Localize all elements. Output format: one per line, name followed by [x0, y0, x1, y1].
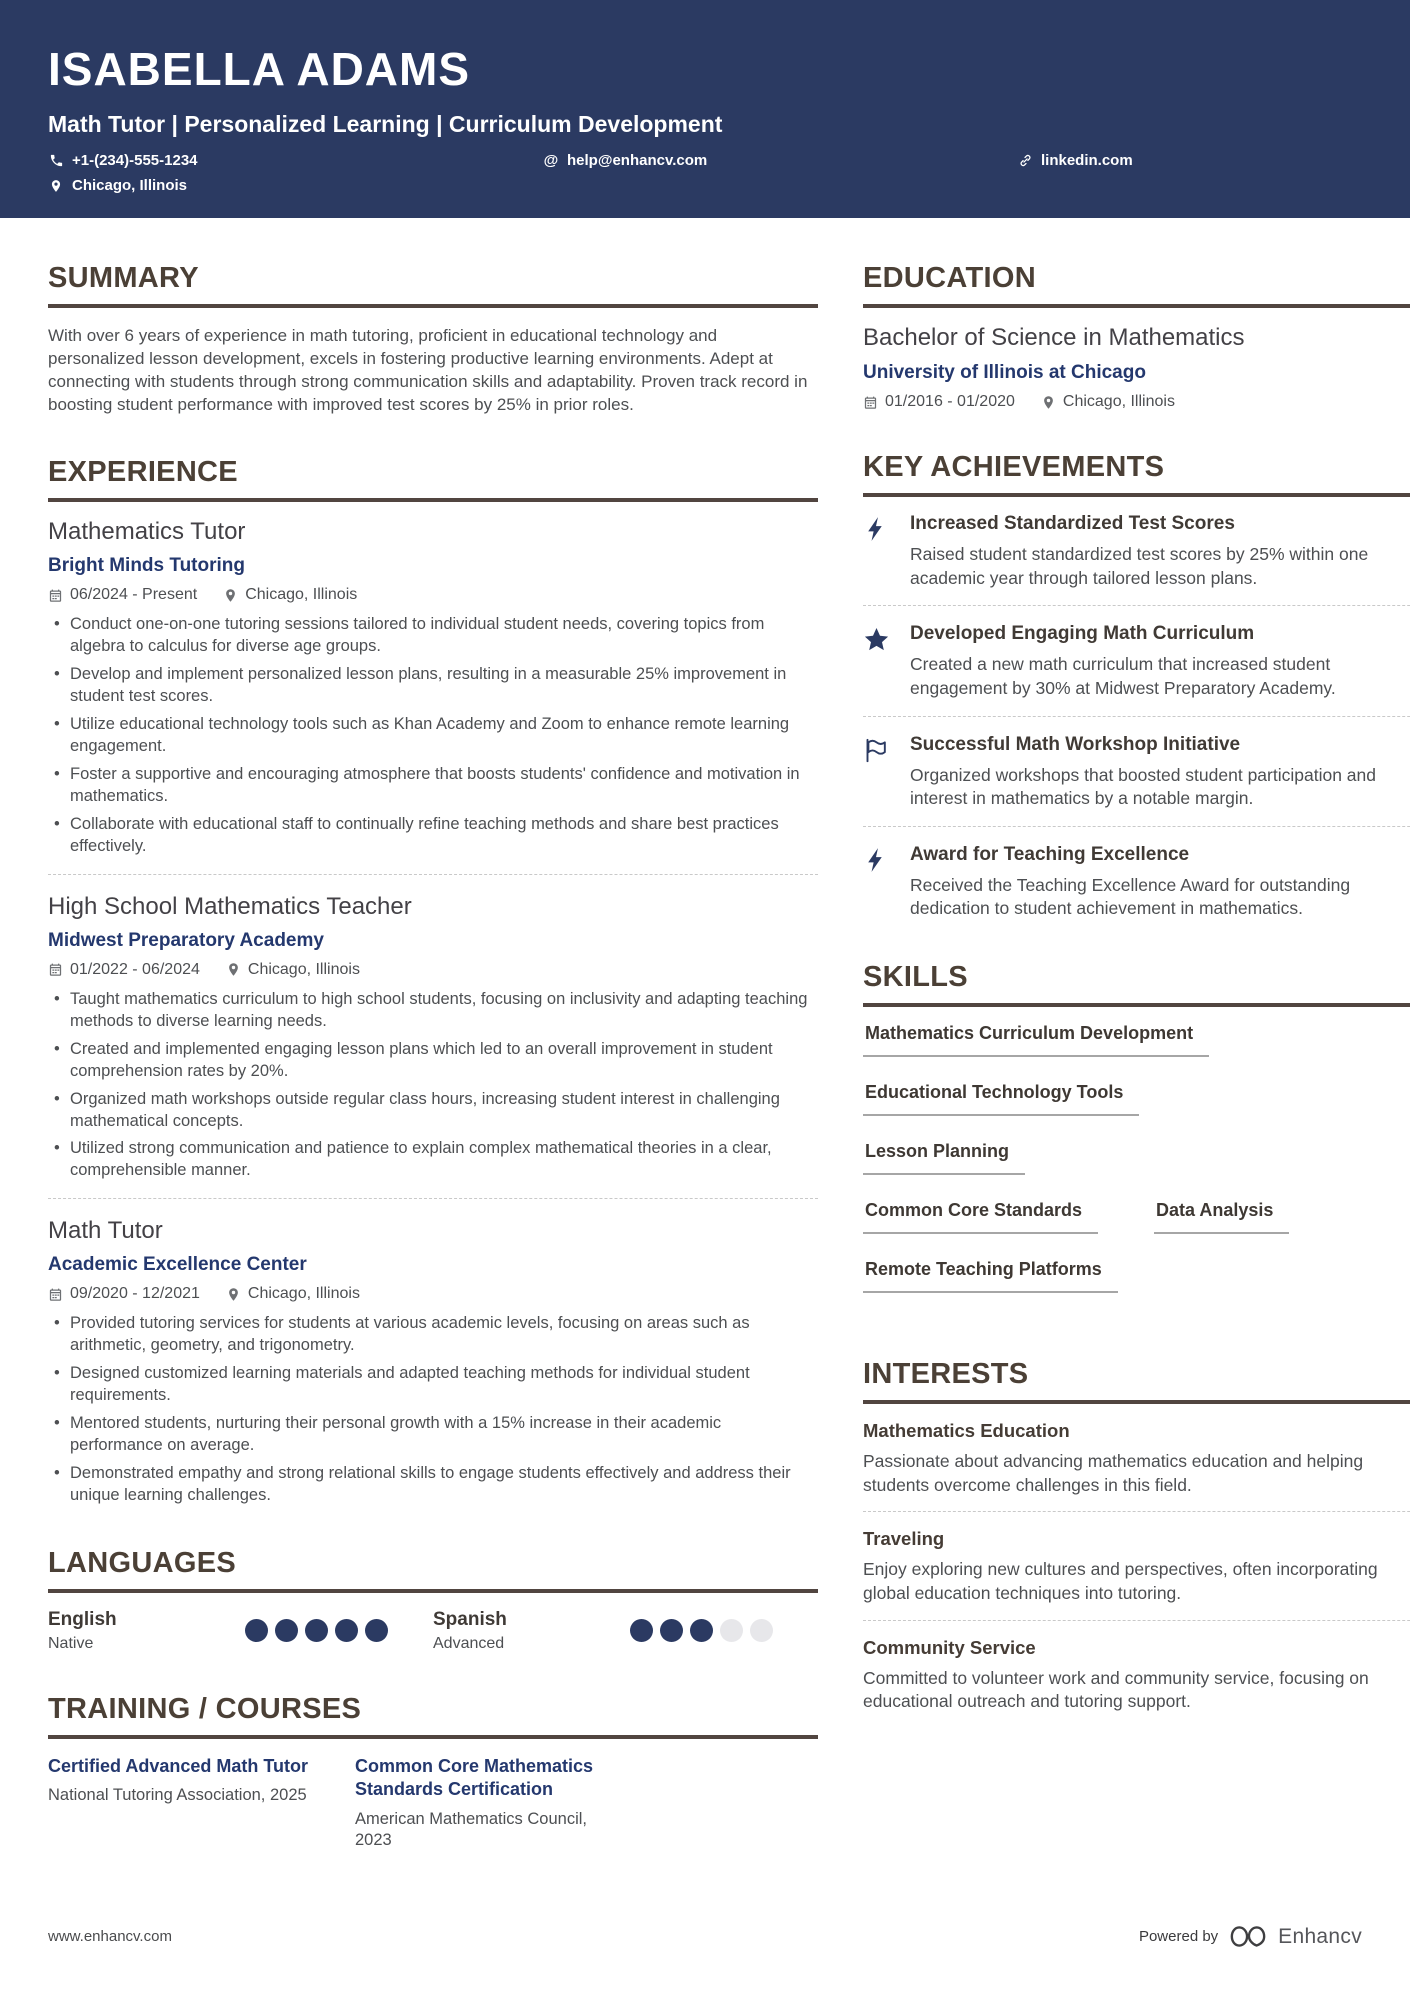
languages-row [48, 1609, 818, 1653]
interest-entry [863, 1528, 1410, 1605]
achievement-text: Received the Teaching Excellence Award for outstanding dedication to student achievement in mathematics. [910, 874, 1351, 919]
training-org: National Tutoring Association, 2025 [48, 1786, 307, 1805]
achievement-entry [863, 623, 1410, 700]
lightning-icon [863, 844, 910, 921]
calendar-icon [48, 962, 63, 977]
proficiency-dot [750, 1619, 773, 1642]
education-dates: 01/2016 - 01/2020 [885, 393, 1015, 410]
footer [48, 1924, 1362, 1949]
training-org: American Mathematics Council, 2023 [355, 1809, 587, 1850]
skill-item: Remote Teaching Platforms [863, 1259, 1118, 1293]
header [0, 0, 1410, 218]
achievement-divider [863, 716, 1410, 717]
proficiency-dot [720, 1619, 743, 1642]
bullet: • Taught mathematics curriculum to high school students, focusing on inclusivity and adapting teaching methods to diverse learning needs. [48, 989, 818, 1033]
headline: Math Tutor | Personalized Learning | Curriculum Development [48, 111, 723, 137]
at-icon: @ [543, 152, 559, 169]
email-address: help@enhancv.com [567, 152, 708, 169]
location-label: Chicago, Illinois [72, 177, 188, 194]
education-meta [863, 393, 1410, 411]
skills-section [863, 961, 1410, 1318]
contact-row-2 [48, 177, 1362, 194]
language-level: Native [48, 1634, 94, 1652]
job-bullets [48, 1313, 818, 1507]
calendar-icon [863, 395, 878, 410]
job-title: High School Mathematics Teacher [48, 892, 412, 920]
job-bullets [48, 614, 818, 857]
achievement-title: Increased Standardized Test Scores [910, 513, 1235, 534]
location-pin-icon [226, 1287, 241, 1302]
skill-item: Lesson Planning [863, 1141, 1025, 1175]
achievement-entry [863, 844, 1410, 921]
summary-text: With over 6 years of experience in math tutoring, proficient in educational technology and personalized lesson development, excels in fostering productive learning environments. Adept at connecting with students through strong communication skills and adaptability. Proven track record in boosting student performance with improved test scores by 25% in prior roles. [48, 326, 808, 415]
interest-divider [863, 1620, 1410, 1621]
company-name: Midwest Preparatory Academy [48, 929, 324, 951]
job-dates: 09/2020 - 12/2021 [70, 1285, 200, 1303]
degree: Bachelor of Science in Mathematics [863, 324, 1245, 351]
achievement-divider [863, 826, 1410, 827]
training-entry [355, 1755, 617, 1852]
job-entry [48, 518, 818, 857]
language-level: Advanced [433, 1634, 505, 1652]
star-icon [863, 623, 910, 700]
bullet: • Collaborate with educational staff to continually refine teaching methods and share best practices effectively. [48, 814, 818, 858]
training-section [48, 1693, 818, 1852]
powered-by [1139, 1924, 1362, 1949]
lightning-icon [863, 513, 910, 590]
location-contact [48, 177, 187, 194]
proficiency-dot [305, 1619, 328, 1642]
interest-entry [863, 1420, 1410, 1497]
job-dates: 01/2022 - 06/2024 [70, 960, 200, 978]
skill-item: Common Core Standards [863, 1200, 1098, 1234]
proficiency-dot [275, 1619, 298, 1642]
achievement-text: Raised student standardized test scores by 25% within one academic year through tailored lesson plans. [910, 544, 1369, 588]
interest-text: Passionate about advancing mathematics education and helping students overcome challenges in this field. [863, 1451, 1364, 1495]
achievement-text: Created a new math curriculum that increased student engagement by 30% at Midwest Preparatory Academy. [910, 654, 1336, 698]
language-name: Spanish [433, 1608, 507, 1630]
achievement-entry [863, 734, 1410, 811]
achievement-title: Successful Math Workshop Initiative [910, 733, 1241, 755]
person-name: ISABELLA ADAMS [48, 43, 471, 95]
language-proficiency-dots [630, 1619, 773, 1642]
location-pin-icon [223, 588, 238, 603]
achievements-section [863, 451, 1410, 921]
proficiency-dot [660, 1619, 683, 1642]
main-content [0, 262, 1410, 1891]
job-title: Math Tutor [48, 1217, 163, 1245]
training-row [48, 1755, 818, 1852]
achievement-entry [863, 513, 1410, 590]
job-entry [48, 893, 818, 1183]
proficiency-dot [245, 1619, 268, 1642]
interest-text: Enjoy exploring new cultures and perspectives, often incorporating global education techniques into tutoring. [863, 1559, 1378, 1603]
left-column [48, 262, 818, 1891]
education-heading: EDUCATION [863, 262, 1410, 308]
bullet: • Organized math workshops outside regular class hours, increasing student interest in challenging mathematical concepts. [48, 1089, 818, 1133]
company-name: Academic Excellence Center [48, 1254, 307, 1276]
interest-entry [863, 1637, 1410, 1714]
achievement-title: Developed Engaging Math Curriculum [910, 623, 1255, 645]
location-pin-icon [48, 178, 64, 194]
calendar-icon [48, 1287, 63, 1302]
training-entry [48, 1755, 310, 1852]
job-dates: 06/2024 - Present [70, 586, 198, 604]
job-location: Chicago, Illinois [223, 586, 357, 604]
interest-text: Committed to volunteer work and community service, focusing on educational outreach and tutoring support. [863, 1667, 1369, 1712]
phone-icon [48, 153, 64, 169]
interests-heading: INTERESTS [863, 1358, 1410, 1404]
summary-section [48, 262, 818, 416]
bullet: • Utilize educational technology tools such as Khan Academy and Zoom to enhance remote learning engagement. [48, 714, 818, 758]
job-bullets [48, 989, 818, 1183]
job-location: Chicago, Illinois [226, 961, 360, 979]
training-title: Common Core Mathematics Standards Certification [355, 1755, 594, 1800]
language-proficiency-dots [245, 1619, 388, 1642]
company-name: Bright Minds Tutoring [48, 555, 245, 577]
interest-title: Community Service [863, 1636, 1036, 1658]
phone-contact[interactable] [48, 152, 543, 169]
powered-by-label: Powered by [1138, 1928, 1219, 1945]
job-meta [48, 961, 818, 979]
experience-section [48, 456, 818, 1506]
achievements-heading: KEY ACHIEVEMENTS [863, 451, 1410, 497]
achievement-divider [863, 605, 1410, 606]
skill-item: Mathematics Curriculum Development [863, 1023, 1209, 1057]
school-name: University of Illinois at Chicago [863, 362, 1146, 383]
achievement-text: Organized workshops that boosted student participation and interest in mathematics by a notable margin. [910, 764, 1376, 809]
training-heading: TRAINING / COURSES [48, 1693, 818, 1739]
interest-title: Traveling [863, 1528, 945, 1550]
enhancv-brand-name[interactable]: Enhancv [1278, 1924, 1362, 1948]
footer-site-link[interactable]: www.enhancv.com [48, 1928, 172, 1945]
skills-heading: SKILLS [863, 961, 1410, 1007]
job-meta [48, 1285, 818, 1303]
skill-item: Educational Technology Tools [863, 1082, 1139, 1116]
enhancv-logo-icon[interactable] [1229, 1924, 1267, 1949]
bullet: • Provided tutoring services for students at various academic levels, focusing on areas such as arithmetic, geometry, and trigonometry. [48, 1313, 818, 1357]
linkedin-label: linkedin.com [1041, 152, 1133, 169]
job-divider [48, 874, 818, 875]
job-entry [48, 1217, 818, 1507]
language-entry [48, 1609, 388, 1653]
bullet: • Mentored students, nurturing their personal growth with a 15% increase in their academic performance on average. [48, 1413, 818, 1457]
location-pin-icon [226, 962, 241, 977]
education-section [863, 262, 1410, 411]
language-entry [433, 1609, 773, 1653]
job-location: Chicago, Illinois [226, 1285, 360, 1303]
bullet: • Designed customized learning materials and adapted teaching methods for individual student requirements. [48, 1363, 818, 1407]
proficiency-dot [365, 1619, 388, 1642]
summary-heading: SUMMARY [48, 262, 818, 308]
languages-heading: LANGUAGES [48, 1547, 818, 1593]
bullet: • Conduct one-on-one tutoring sessions tailored to individual student needs, covering topics from algebra to calculus for diverse age groups. [48, 614, 818, 658]
achievement-title: Award for Teaching Excellence [910, 843, 1190, 865]
bullet: • Utilized strong communication and patience to explain complex mathematical theories in a clear, comprehensible manner. [48, 1138, 818, 1182]
language-name: English [48, 1608, 117, 1630]
skill-item: Data Analysis [1154, 1200, 1289, 1234]
location-pin-icon [1041, 395, 1056, 410]
job-meta [48, 586, 818, 604]
calendar-icon [48, 588, 63, 603]
training-title: Certified Advanced Math Tutor [48, 1755, 309, 1776]
linkedin-contact[interactable] [1017, 152, 1133, 169]
proficiency-dot [690, 1619, 713, 1642]
contact-row [48, 152, 1362, 169]
flag-icon [863, 734, 910, 811]
interests-section [863, 1358, 1410, 1714]
bullet: • Demonstrated empathy and strong relational skills to engage students effectively and address their unique learning challenges. [48, 1463, 818, 1507]
right-column [863, 262, 1410, 1891]
experience-heading: EXPERIENCE [48, 456, 818, 502]
interest-title: Mathematics Education [863, 1420, 1070, 1441]
education-location: Chicago, Illinois [1041, 393, 1175, 411]
bullet: • Foster a supportive and encouraging atmosphere that boosts students' confidence and motivation in mathematics. [48, 764, 818, 808]
proficiency-dot [335, 1619, 358, 1642]
bullet: • Develop and implement personalized lesson plans, resulting in a measurable 25% improvement in student test scores. [48, 664, 818, 708]
job-divider [48, 1198, 818, 1199]
link-icon [1017, 153, 1033, 169]
phone-number: +1-(234)-555-1234 [72, 152, 198, 169]
email-contact[interactable] [543, 152, 1017, 169]
proficiency-dot [630, 1619, 653, 1642]
job-title: Mathematics Tutor [48, 518, 246, 546]
languages-section [48, 1547, 818, 1653]
bullet: • Created and implemented engaging lesson plans which led to an overall improvement in student comprehension rates by 20%. [48, 1039, 818, 1083]
interest-divider [863, 1511, 1410, 1512]
